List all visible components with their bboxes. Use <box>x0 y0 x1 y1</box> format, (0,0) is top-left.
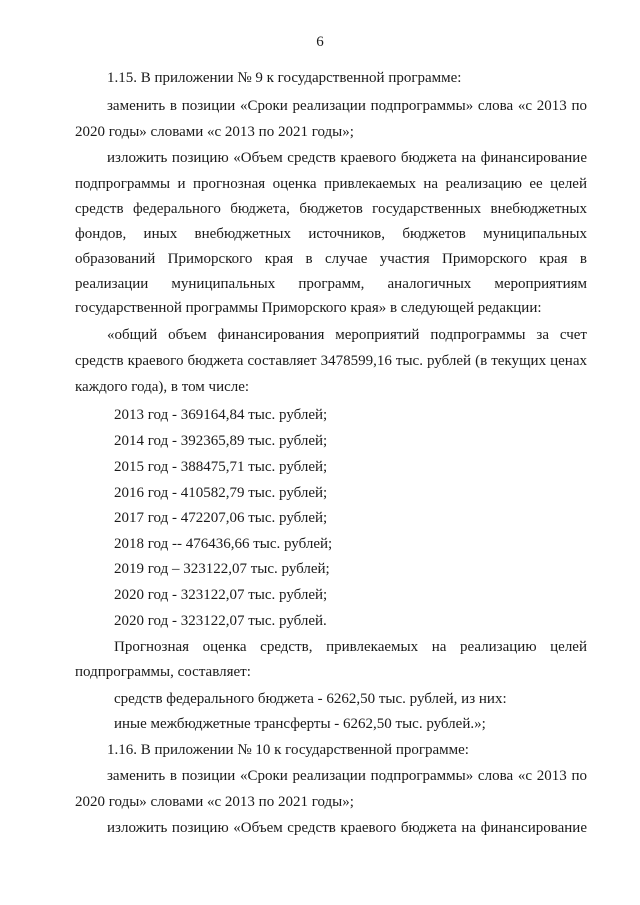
text-line: средств федерального бюджета, бюджетов государственных внебюджетных <box>75 201 587 217</box>
text-line: государственной программы Приморского края» в следующей редакции: <box>75 300 542 316</box>
text-line: подпрограммы и прогнозная оценка привлекаемых на реализацию ее целей <box>75 176 587 192</box>
year-line: 2017 год - 472207,06 тыс. рублей; <box>114 510 328 526</box>
text-line: 2020 годы» словами «с 2013 по 2021 годы»; <box>75 124 354 140</box>
text-line: реализации муниципальных программ, аналогичных мероприятиям <box>75 276 587 292</box>
text-line: Прогнозная оценка средств, привлекаемых на реализацию целей <box>114 639 587 655</box>
text-line: 1.15. В приложении № 9 к государственной программе: <box>107 70 462 86</box>
year-line: 2013 год - 369164,84 тыс. рублей; <box>114 407 328 423</box>
text-line: изложить позицию «Объем средств краевого бюджета на финансирование <box>107 150 587 166</box>
text-line: подпрограммы, составляет: <box>75 664 251 680</box>
text-line: средств краевого бюджета составляет 3478599,16 тыс. рублей (в текущих ценах <box>75 353 587 369</box>
text-line: заменить в позиции «Сроки реализации подпрограммы» слова «с 2013 по <box>107 98 587 114</box>
text-line: 1.16. В приложении № 10 к государственной программе: <box>107 742 469 758</box>
year-line: 2019 год – 323122,07 тыс. рублей; <box>114 561 330 577</box>
text-line: средств федерального бюджета - 6262,50 тыс. рублей, из них: <box>114 691 507 707</box>
year-line: 2020 год - 323122,07 тыс. рублей. <box>114 613 327 629</box>
text-line: заменить в позиции «Сроки реализации подпрограммы» слова «с 2013 по <box>107 768 587 784</box>
year-line: 2020 год - 323122,07 тыс. рублей; <box>114 587 328 603</box>
text-line: 2020 годы» словами «с 2013 по 2021 годы»; <box>75 794 354 810</box>
year-line: 2014 год - 392365,89 тыс. рублей; <box>114 433 328 449</box>
text-line: иные межбюджетные трансферты - 6262,50 тыс. рублей.»; <box>114 716 486 732</box>
text-line: фондов, иных внебюджетных источников, бюджетов муниципальных <box>75 226 587 242</box>
page-number: 6 <box>316 34 324 50</box>
year-line: 2016 год - 410582,79 тыс. рублей; <box>114 485 328 501</box>
year-line: 2015 год - 388475,71 тыс. рублей; <box>114 459 328 475</box>
text-line: образований Приморского края в случае участия Приморского края в <box>75 251 587 267</box>
text-line: каждого года), в том числе: <box>75 379 250 395</box>
text-line: «общий объем финансирования мероприятий подпрограммы за счет <box>107 327 587 343</box>
year-line: 2018 год -- 476436,66 тыс. рублей; <box>114 536 333 552</box>
text-line: изложить позицию «Объем средств краевого бюджета на финансирование <box>107 820 587 836</box>
